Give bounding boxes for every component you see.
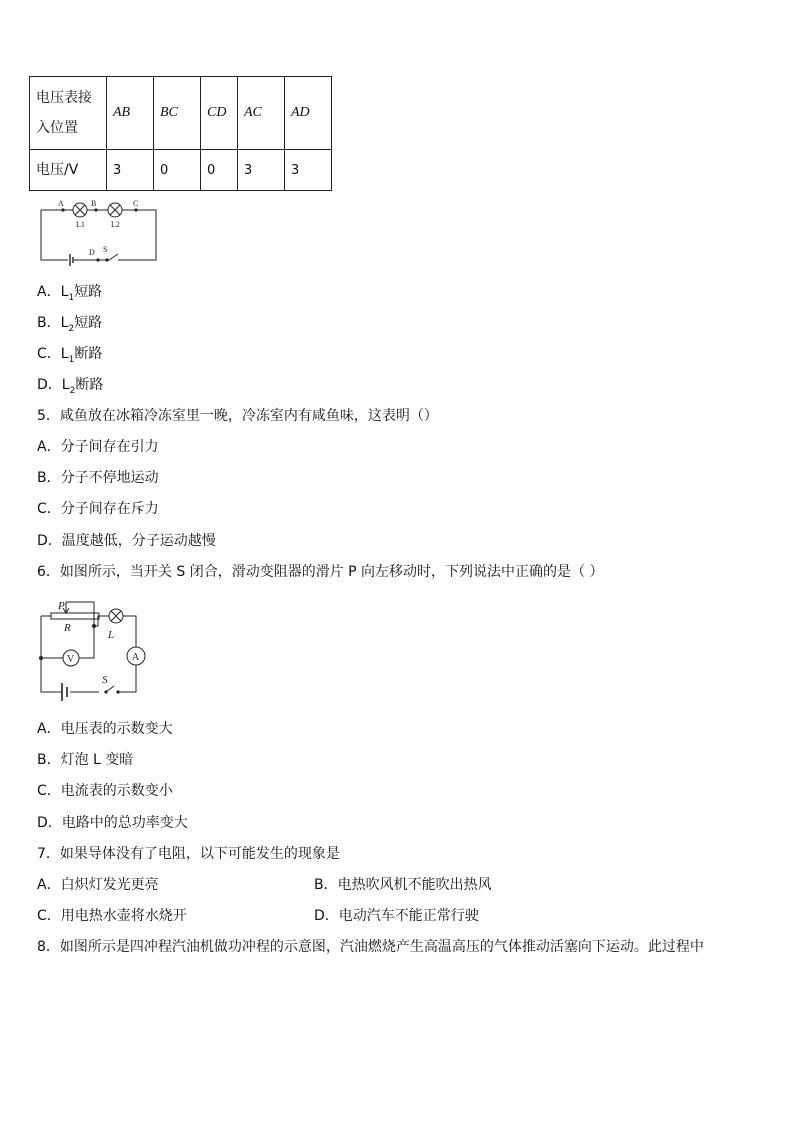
table-header-cell: BC (154, 77, 201, 150)
table-cell: 3 (285, 150, 332, 191)
label-c: C (133, 199, 139, 208)
q4-option-b[interactable] (37, 314, 102, 338)
table-cell: 电压/V (30, 150, 107, 191)
option-symbol: L (60, 284, 69, 300)
q7-option-b[interactable]: B．电热吹风机不能吹出热风 (314, 877, 492, 893)
table-header-cell: AD (285, 77, 332, 150)
label-l: L (108, 629, 115, 641)
option-text: 断路 (75, 377, 104, 393)
q8-stem: 8．如图所示是四冲程汽油机做功冲程的示意图，汽油燃烧产生高温高压的气体推动活塞向下运动。此过程中 (37, 939, 704, 955)
table-cell: 3 (238, 150, 285, 191)
option-symbol: L (60, 346, 69, 362)
table-cell: 0 (154, 150, 201, 191)
label-d: D (89, 248, 95, 257)
rheostat-circuit-figure (36, 594, 162, 706)
table-header-cell: AC (238, 77, 285, 150)
q6-option-b[interactable]: B．灯泡 L 变暗 (37, 752, 134, 768)
table-header-cell: CD (201, 77, 238, 150)
table-header-row (30, 77, 332, 150)
q6-stem: 6．如图所示，当开关 S 闭合，滑动变阻器的滑片 P 向左移动时，下列说法中正确的是（ ） (37, 564, 604, 580)
q5-option-d[interactable]: D．温度越低，分子运动越慢 (37, 533, 216, 549)
q4-option-c[interactable] (37, 345, 102, 369)
q6-option-d[interactable]: D．电路中的总功率变大 (37, 815, 188, 831)
q5-option-a[interactable]: A．分子间存在引力 (37, 439, 159, 455)
q4-option-d[interactable] (37, 376, 103, 400)
option-subscript: 2 (69, 385, 76, 396)
q7-option-a[interactable]: A．白炽灯发光更亮 (37, 877, 159, 893)
table-cell: 0 (201, 150, 238, 191)
series-circuit-figure (36, 198, 162, 270)
table-row (30, 150, 332, 191)
label-b: B (91, 199, 97, 208)
label-s: S (103, 245, 108, 254)
label-r: R (64, 622, 71, 634)
option-prefix: B． (37, 315, 61, 331)
q7-option-c[interactable]: C．用电热水壶将水烧开 (37, 908, 187, 924)
option-prefix: D． (37, 377, 62, 393)
label-s: S (102, 674, 108, 686)
q5-option-b[interactable]: B．分子不停地运动 (37, 470, 159, 486)
label-l2: L2 (111, 220, 120, 229)
voltmeter-label: V (67, 654, 75, 665)
option-text: 短路 (74, 315, 103, 331)
table-header-cell: 电压表接入位置 (30, 77, 107, 150)
label-p: P (58, 600, 65, 612)
voltage-table (29, 76, 332, 191)
table-cell: 3 (107, 150, 154, 191)
label-l1: L1 (76, 220, 85, 229)
label-a: A (58, 199, 64, 208)
option-symbol: L (60, 315, 69, 331)
option-subscript: 1 (68, 354, 75, 365)
option-subscript: 2 (68, 323, 75, 334)
q7-stem: 7．如果导体没有了电阻，以下可能发生的现象是 (37, 846, 340, 862)
option-prefix: C． (37, 346, 61, 362)
table-header-cell: AB (107, 77, 154, 150)
q5-stem: 5．咸鱼放在冰箱冷冻室里一晚，冷冻室内有咸鱼味，这表明（） (37, 408, 438, 424)
option-subscript: 1 (68, 292, 75, 303)
q6-option-c[interactable]: C．电流表的示数变小 (37, 783, 173, 799)
q5-option-c[interactable]: C．分子间存在斥力 (37, 501, 159, 517)
q6-option-a[interactable]: A．电压表的示数变大 (37, 721, 173, 737)
q7-option-d[interactable]: D．电动汽车不能正常行驶 (314, 908, 479, 924)
q4-option-a[interactable] (37, 283, 102, 307)
option-text: 断路 (74, 346, 103, 362)
option-text: 短路 (74, 284, 103, 300)
ammeter-label: A (132, 652, 140, 663)
option-prefix: A． (37, 284, 61, 300)
option-symbol: L (61, 377, 70, 393)
